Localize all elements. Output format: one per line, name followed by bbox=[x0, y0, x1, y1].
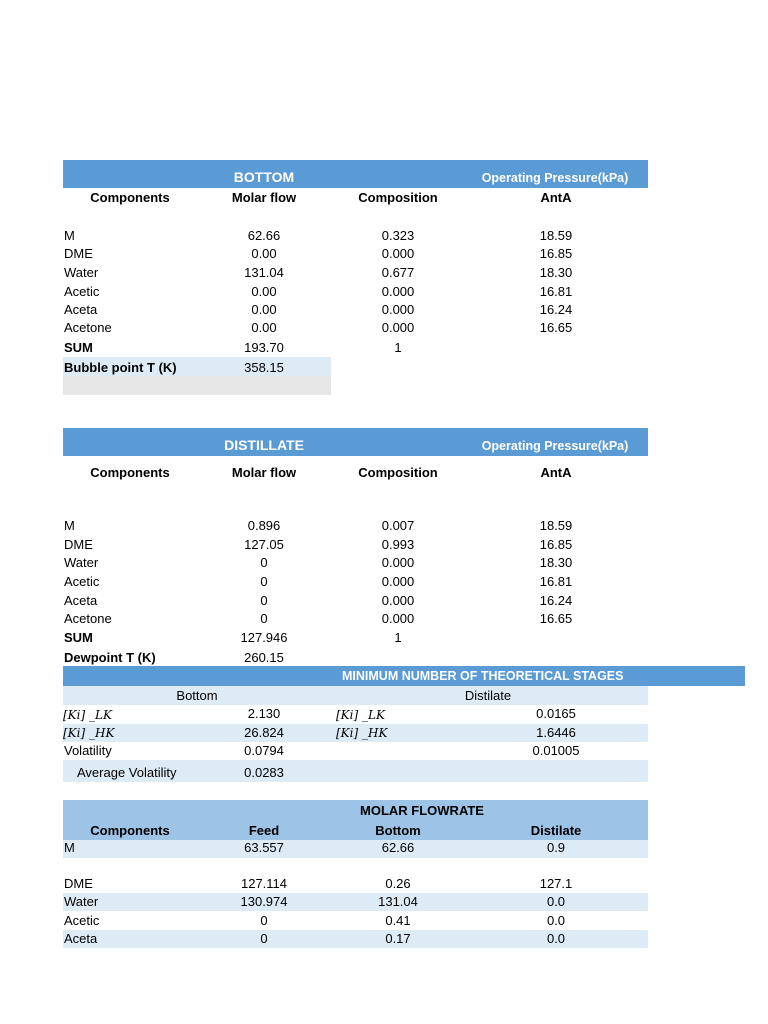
distilate-value: 0.9 bbox=[546, 840, 566, 855]
molar-flow-value: 0.896 bbox=[247, 518, 281, 533]
distilate-value: 0.0 bbox=[546, 931, 566, 946]
component-name: Aceta bbox=[64, 593, 98, 608]
bottom-sum-flow: 193.70 bbox=[244, 340, 284, 355]
molar-flow-value: 0 bbox=[260, 555, 268, 570]
distillate-col-anta: AntA bbox=[540, 465, 572, 480]
anta-value: 18.59 bbox=[539, 518, 573, 533]
component-name: Water bbox=[64, 894, 99, 909]
component-name: M bbox=[64, 228, 75, 243]
mf-col-feed: Feed bbox=[248, 823, 280, 838]
component-name: M bbox=[64, 518, 75, 533]
molar-flow-value: 62.66 bbox=[247, 228, 281, 243]
avg-volatility-label: Average Volatility bbox=[77, 765, 177, 780]
molar-flow-value: 0.00 bbox=[251, 302, 277, 317]
bottom-col-components: Components bbox=[90, 190, 170, 205]
min-stages-bottom-label: Bottom bbox=[176, 688, 218, 703]
molar-flow-value: 127.05 bbox=[244, 537, 284, 552]
distilate-value: 0.0 bbox=[546, 913, 566, 928]
bottom-sum-composition: 1 bbox=[394, 340, 402, 355]
bottom-value: 131.04 bbox=[378, 894, 418, 909]
composition-value: 0.007 bbox=[381, 518, 415, 533]
composition-value: 0.000 bbox=[381, 574, 415, 589]
bottom-col-composition: Composition bbox=[358, 190, 438, 205]
component-name: Aceta bbox=[64, 302, 98, 317]
anta-value: 16.81 bbox=[539, 574, 573, 589]
distillate-pressure-label: Operating Pressure(kPa) bbox=[481, 439, 629, 453]
composition-value: 0.993 bbox=[381, 537, 415, 552]
molar-flowrate-title: MOLAR FLOWRATE bbox=[360, 803, 484, 818]
distillate-col-components: Components bbox=[90, 465, 170, 480]
component-name: Acetic bbox=[64, 574, 100, 589]
bottom-volatility-value: 0.0794 bbox=[244, 743, 284, 758]
dist-ki-hk-value: 1.6446 bbox=[536, 725, 576, 740]
min-stages-subheader-band bbox=[63, 686, 648, 705]
molar-flow-value: 0 bbox=[260, 574, 268, 589]
dist-volatility-value: 0.01005 bbox=[532, 743, 580, 758]
bottom-value: 0.41 bbox=[385, 913, 411, 928]
bubble-point-label: Bubble point T (K) bbox=[64, 360, 177, 375]
dist-ki-lk-label: [Ki] _LK bbox=[336, 708, 385, 722]
mf-col-distilate: Distilate bbox=[530, 823, 582, 838]
anta-value: 16.65 bbox=[539, 320, 573, 335]
min-stages-title: MINIMUM NUMBER OF THEORETICAL STAGES bbox=[342, 669, 624, 683]
volatility-label: Volatility bbox=[64, 743, 112, 758]
bottom-title: BOTTOM bbox=[233, 169, 295, 185]
composition-value: 0.000 bbox=[381, 246, 415, 261]
feed-value: 63.557 bbox=[244, 840, 284, 855]
component-name: DME bbox=[64, 246, 93, 261]
bubble-point-gray-band bbox=[63, 376, 331, 395]
bubble-point-value: 358.15 bbox=[244, 360, 284, 375]
molar-flow-value: 131.04 bbox=[244, 265, 284, 280]
distillate-col-molar-flow: Molar flow bbox=[231, 465, 297, 480]
component-name: M bbox=[64, 840, 75, 855]
component-name: Acetone bbox=[64, 611, 112, 626]
bottom-value: 0.26 bbox=[385, 876, 411, 891]
component-name: Acetic bbox=[64, 284, 100, 299]
anta-value: 16.24 bbox=[539, 593, 573, 608]
feed-value: 0 bbox=[260, 931, 268, 946]
bottom-ki-lk-value: 2.130 bbox=[247, 706, 281, 721]
bottom-ki-hk-value: 26.824 bbox=[244, 725, 284, 740]
component-name: Acetone bbox=[64, 320, 112, 335]
molar-flow-value: 0.00 bbox=[251, 320, 277, 335]
mf-col-bottom: Bottom bbox=[375, 823, 421, 838]
composition-value: 0.677 bbox=[381, 265, 415, 280]
anta-value: 16.85 bbox=[539, 537, 573, 552]
distilate-value: 0.0 bbox=[546, 894, 566, 909]
distillate-sum-label: SUM bbox=[64, 630, 93, 645]
bottom-ki-lk-label: [Ki] _LK bbox=[63, 708, 112, 722]
composition-value: 0.000 bbox=[381, 593, 415, 608]
min-stages-distilate-label: Distilate bbox=[464, 688, 512, 703]
bottom-col-molar-flow: Molar flow bbox=[231, 190, 297, 205]
composition-value: 0.323 bbox=[381, 228, 415, 243]
anta-value: 16.81 bbox=[539, 284, 573, 299]
mf-col-components: Components bbox=[90, 823, 170, 838]
molar-flow-value: 0 bbox=[260, 611, 268, 626]
feed-value: 130.974 bbox=[240, 894, 288, 909]
distillate-title: DISTILLATE bbox=[224, 437, 304, 453]
anta-value: 16.85 bbox=[539, 246, 573, 261]
composition-value: 0.000 bbox=[381, 284, 415, 299]
distillate-sum-composition: 1 bbox=[394, 630, 402, 645]
dewpoint-label: Dewpoint T (K) bbox=[64, 650, 156, 665]
distillate-sum-flow: 127.946 bbox=[240, 630, 288, 645]
bottom-value: 62.66 bbox=[381, 840, 415, 855]
anta-value: 18.30 bbox=[539, 265, 573, 280]
composition-value: 0.000 bbox=[381, 302, 415, 317]
bottom-value: 0.17 bbox=[385, 931, 411, 946]
component-name: Acetic bbox=[64, 913, 100, 928]
dist-ki-hk-label: [Ki] _HK bbox=[336, 726, 388, 740]
bottom-col-anta: AntA bbox=[540, 190, 572, 205]
dist-ki-lk-value: 0.0165 bbox=[536, 706, 576, 721]
anta-value: 16.65 bbox=[539, 611, 573, 626]
feed-value: 127.114 bbox=[240, 876, 288, 891]
dewpoint-value: 260.15 bbox=[244, 650, 284, 665]
bottom-sum-label: SUM bbox=[64, 340, 93, 355]
component-name: DME bbox=[64, 537, 93, 552]
composition-value: 0.000 bbox=[381, 611, 415, 626]
composition-value: 0.000 bbox=[381, 320, 415, 335]
bottom-ki-hk-label: [Ki] _HK bbox=[63, 726, 115, 740]
component-name: Water bbox=[64, 555, 99, 570]
component-name: DME bbox=[64, 876, 93, 891]
component-name: Aceta bbox=[64, 931, 98, 946]
anta-value: 18.30 bbox=[539, 555, 573, 570]
feed-value: 0 bbox=[260, 913, 268, 928]
distillate-col-composition: Composition bbox=[358, 465, 438, 480]
anta-value: 16.24 bbox=[539, 302, 573, 317]
avg-volatility-value: 0.0283 bbox=[244, 765, 284, 780]
molar-flow-value: 0 bbox=[260, 593, 268, 608]
distilate-value: 127.1 bbox=[539, 876, 573, 891]
component-name: Water bbox=[64, 265, 99, 280]
molar-flow-value: 0.00 bbox=[251, 246, 277, 261]
anta-value: 18.59 bbox=[539, 228, 573, 243]
bottom-pressure-label: Operating Pressure(kPa) bbox=[481, 171, 629, 185]
composition-value: 0.000 bbox=[381, 555, 415, 570]
molar-flow-value: 0.00 bbox=[251, 284, 277, 299]
